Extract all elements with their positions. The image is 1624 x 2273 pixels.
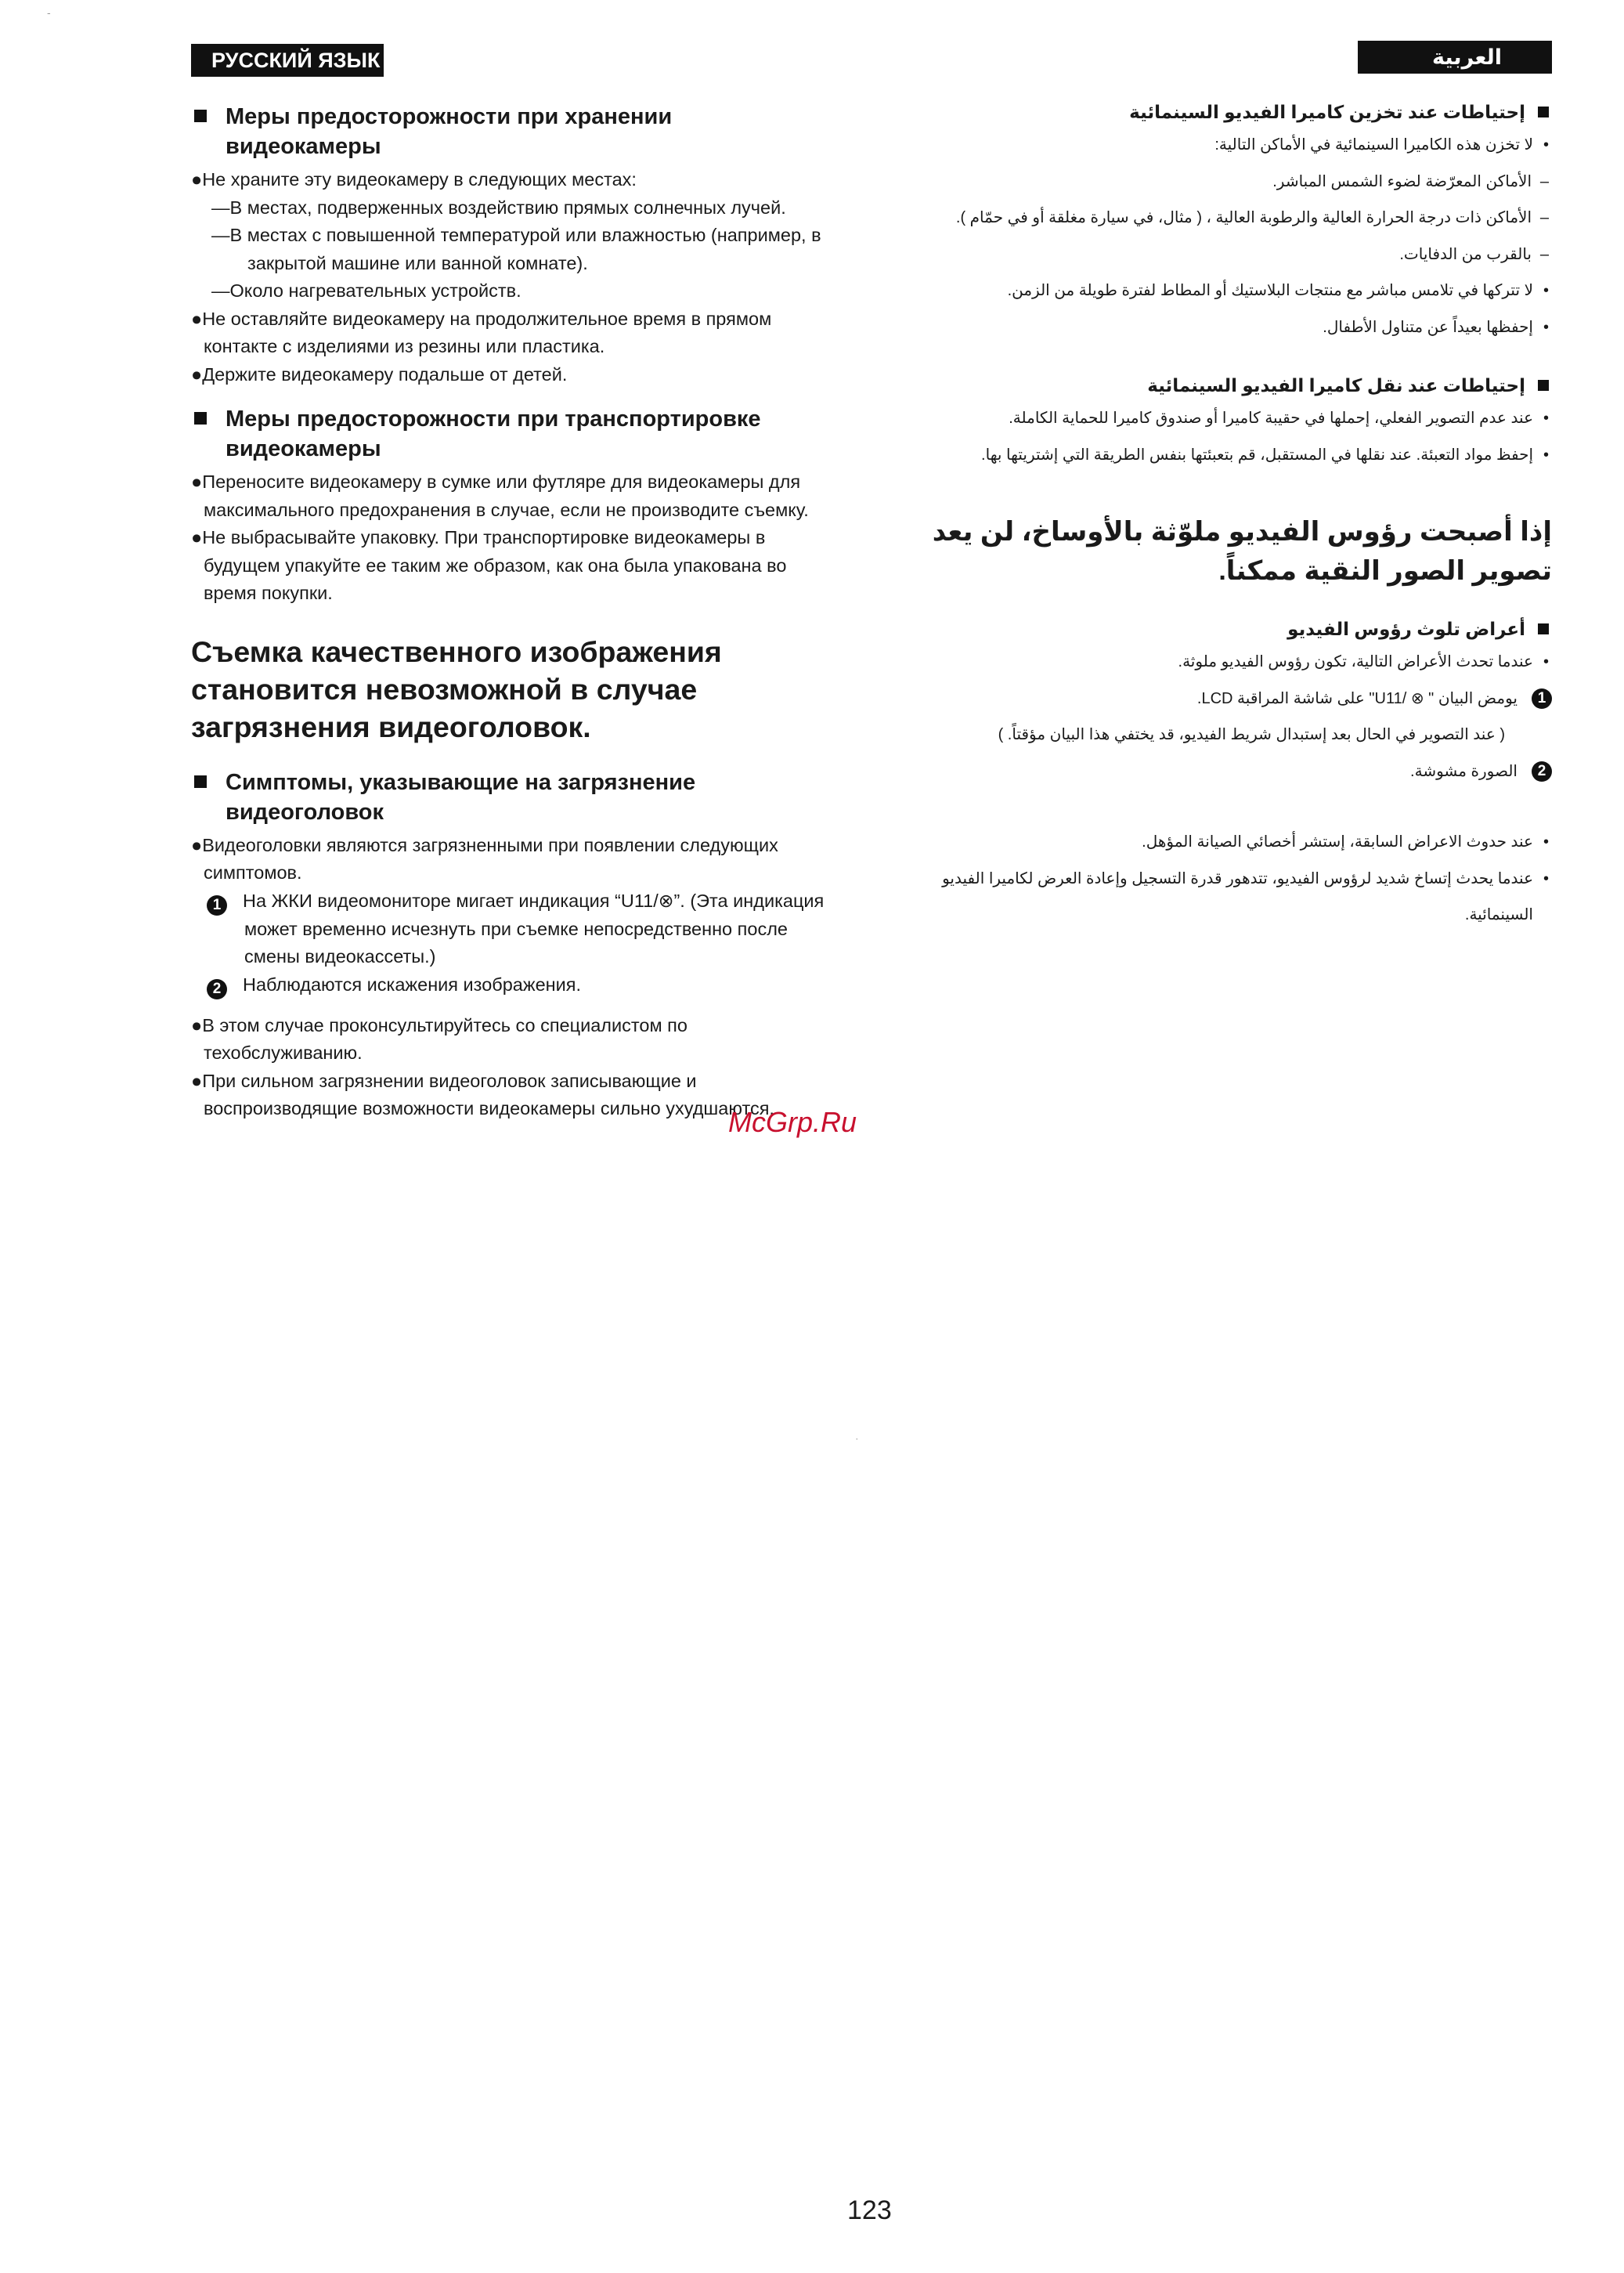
watermark: McGrp.Ru [728,1106,857,1138]
square-bullet-icon [194,110,207,122]
ru-transport-bullet: ●Не выбрасывайте упаковку. При транспортировке видеокамеры в будущем упакуйте ее таким же образом, как она была упакована во время покупки. [191,527,787,603]
ar-storage-bullet: • إحفظها بعيداً عن متناول الأطفال. [932,309,1552,346]
ru-storage-dash: —Около нагревательных устройств. [211,280,521,301]
ru-symptoms-bullet: ●В этом случае проконсультируйтесь со специалистом по техобслуживанию. [191,1014,687,1063]
arabic-language-tab: العربية [1358,41,1552,74]
russian-column [191,102,833,1123]
square-bullet-icon [194,775,207,788]
ru-transport-bullet: ●Переносите видеокамеру в сумке или футляре для видеокамеры для максимального предохранения в случае, если не производите съемку. [191,472,809,520]
square-bullet-icon [1538,380,1549,391]
ar-symptoms-heading: أعراض تلوث رؤوس الفيديو [932,614,1552,644]
page-number: 123 [847,2195,892,2225]
circled-number-icon: 2 [207,979,227,999]
ar-transport-bullet: • عند عدم التصوير الفعلي، إحملها في حقيبة كاميرا أو صندوق كاميرا للحماية الكاملة. [932,400,1552,437]
margin-mark: - [47,6,51,19]
ar-storage-bullet: • لا تخزن هذه الكاميرا السينمائية في الأماكن التالية: [932,127,1552,164]
ru-storage-dash: —В местах, подверженных воздействию прямых солнечных лучей. [211,197,786,218]
ar-symptom-item: 1 يومض البيان " ⊗ /U11" على شاشة المراقبة LCD. [932,681,1552,717]
arabic-column [932,97,1552,934]
circled-number-icon: 1 [207,895,227,916]
ru-storage-bullet: ●Не храните эту видеокамеру в следующих местах: [191,169,637,190]
dot-mark: · [855,1432,859,1444]
ar-symptoms-bullet: • عندما يحدث إتساخ شديد لرؤوس الفيديو، تتدهور قدرة التسجيل وإعادة العرض لكاميرا الفيديو السينمائية. [932,861,1552,934]
ar-transport-heading: إحتياطات عند نقل كاميرا الفيديو السينمائية [932,370,1552,400]
ru-storage-bullet: ●Держите видеокамеру подальше от детей. [191,363,568,385]
ru-symptom-item: 2 Наблюдаются искажения изображения. [191,971,833,999]
square-bullet-icon [1538,623,1549,634]
ar-symptom-note: ( عند التصوير في الحال بعد إستبدال شريط الفيديو، قد يختفي هذا البيان مؤقتاً. ) [998,726,1505,743]
circled-number-icon: 1 [1532,688,1552,709]
ru-symptom-item: 1 На ЖКИ видеомониторе мигает индикация “U11/⊗”. (Эта индикация может временно исчезнуть при съемке непосредственно после смены видеокассеты.) [191,887,833,971]
ru-storage-dash: —В местах с повышенной температурой или влажностью (например, в закрытой машине или ванной комнате). [211,225,821,273]
square-bullet-icon [1538,107,1549,117]
ar-head-cleaning-title: إذا أصبحت رؤوس الفيديو ملوّثة بالأوساخ، لن يعد تصوير الصور النقية ممكناً. [932,517,1552,586]
ar-symptom-item: 2 الصورة مشوشة. [932,753,1552,790]
ru-symptoms-bullet: ●При сильном загрязнении видеоголовок записывающие и воспроизводящие возможности видеокамеры сильно ухудшаются. [191,1070,774,1118]
square-bullet-icon [194,412,207,425]
ru-symptoms-bullet: ●Видеоголовки являются загрязненными при появлении следующих симптомов. [191,834,778,883]
ar-transport-bullet: • إحفظ مواد التعبئة. عند نقلها في المستقبل، قم بتعبئتها بنفس الطريقة التي إشتريتها بها. [932,437,1552,474]
ru-storage-bullet: ●Не оставляйте видеокамеру на продолжительное время в прямом контакте с изделиями из резины или пластика. [191,308,772,356]
ar-storage-dash: – الأماكن ذات درجة الحرارة العالية والرطوبة العالية ، ( مثال، في سيارة مغلقة أو في حمّام ). [932,200,1552,237]
russian-language-tab: РУССКИЙ ЯЗЫК [191,44,384,77]
circled-number-icon: 2 [1532,761,1552,782]
ar-symptoms-bullet: • عندما تحدث الأعراض التالية، تكون رؤوس الفيديو ملوثة. [932,644,1552,681]
ar-symptoms-bullet: • عند حدوث الاعراض السابقة، إستشر أخصائي الصيانة المؤهل. [932,824,1552,861]
ar-storage-dash: – بالقرب من الدفايات. [932,237,1552,273]
ar-storage-heading: إحتياطات عند تخزين كاميرا الفيديو السينمائية [932,97,1552,127]
ru-storage-heading: Меры предосторожности при хранении видеокамеры [191,102,833,161]
ru-head-cleaning-title: Съемка качественного изображения становится невозможной в случае загрязнения видеоголовок. [191,634,722,743]
ru-symptoms-heading: Симптомы, указывающие на загрязнение видеоголовок [191,768,833,827]
ru-transport-heading: Меры предосторожности при транспортировке видеокамеры [191,404,833,464]
ar-storage-bullet: • لا تتركها في تلامس مباشر مع منتجات البلاستيك أو المطاط لفترة طويلة من الزمن. [932,273,1552,309]
ar-storage-dash: – الأماكن المعرّضة لضوء الشمس المباشر. [932,164,1552,201]
